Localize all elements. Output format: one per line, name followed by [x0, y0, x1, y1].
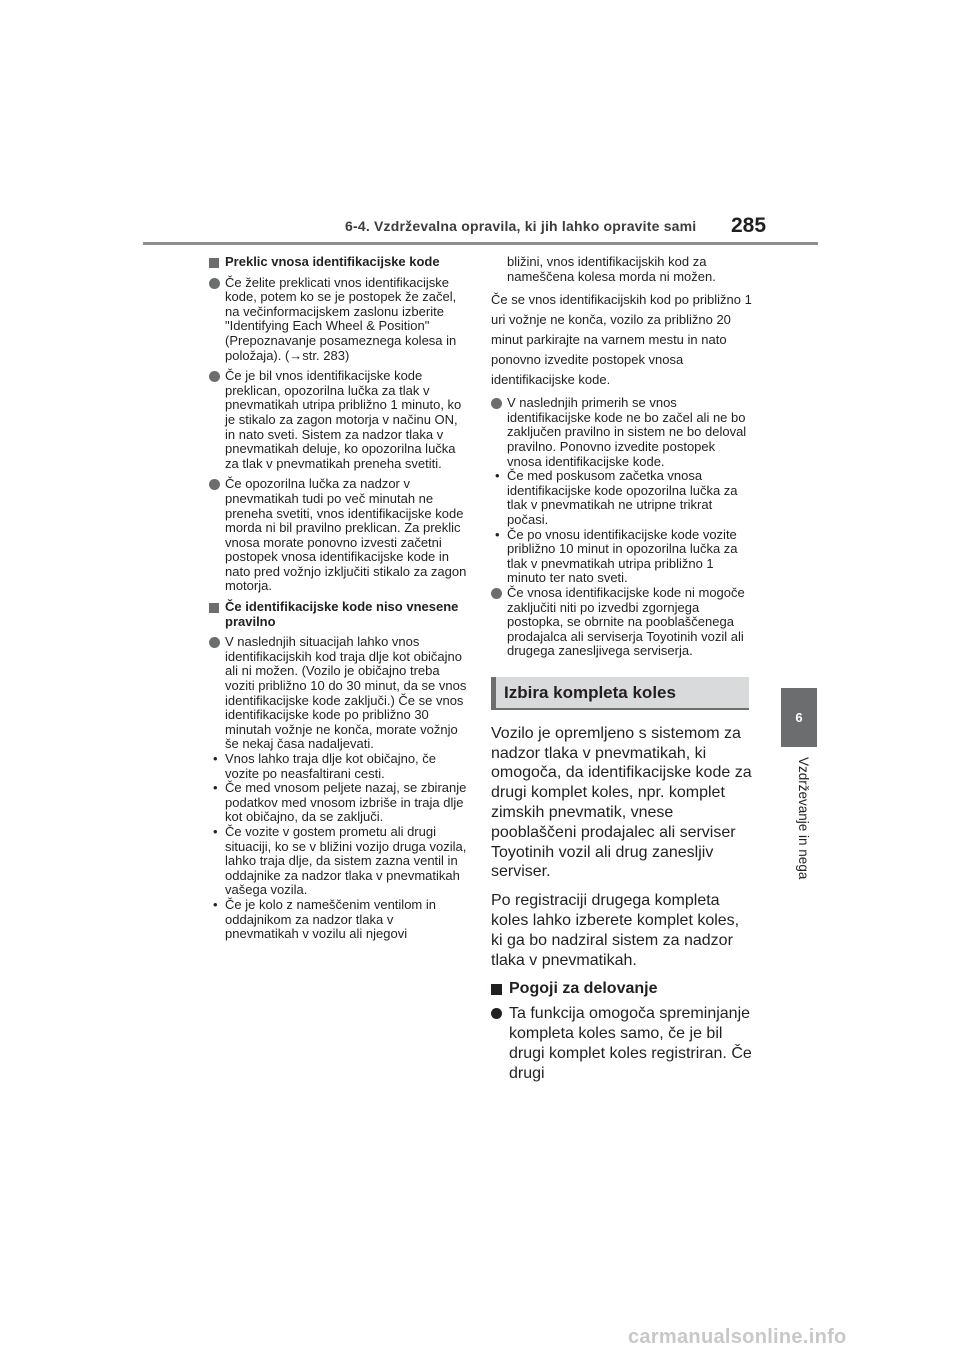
paragraph: Če se vnos identifikacijskih kod po približno 1 uri vožnje ne konča, vozilo za približno 20 minut parkirajte na varnem mestu in nato ponovno izvedite postopek vnosa identifikacijske kode. [491, 292, 752, 388]
wheel-set-section [491, 724, 753, 1084]
bullet-item: Ta funkcija omogoča spreminjanje kompleta koles samo, če je bil drugi komplet koles registriran. Če drugi [491, 1004, 753, 1083]
sub-list-item: • Če je kolo z nameščenim ventilom in oddajnikom za nadzor tlaka v pnevmatikah v vozilu ali njegovi [213, 896, 436, 942]
header-divider [143, 242, 818, 245]
bullet-item: Če želite preklicati vnos identifikacijske kode, potem ko se je postopek že začel, na večinformacijskem zaslonu izberite "Identifying Each Wheel & Position" (Prepoznavanje posameznega kolesa in položaja). (→str. 283) [209, 276, 467, 364]
square-bullet-icon [209, 603, 219, 613]
circle-bullet-icon [209, 278, 220, 289]
circle-bullet-icon [491, 398, 502, 409]
section-title-header: 6-4. Vzdrževalna opravila, ki jih lahko opravite sami [345, 218, 697, 234]
sub-list [209, 752, 467, 942]
sub-list [491, 469, 753, 586]
circle-bullet-icon [491, 1008, 502, 1019]
sub-list-item: • Če po vnosu identifikacijske kode vozite približno 10 minut in opozorilna lučka za tlak v pnevmatikah utripa približno 1 minuto ter nato sveti. [495, 526, 738, 586]
bullet-item: Če je bil vnos identifikacijske kode preklican, opozorilna lučka za tlak v pnevmatikah utripa približno 1 minuto, ko je stikalo za zagon motorja v načinu ON, in nato sveti. Sistem za nadzor tlaka v pnevmatikah deluje, ko opozorilna lučka za tlak v pnevmatikah preneha svetiti. [209, 369, 467, 471]
paragraph: Vozilo je opremljeno s sistemom za nadzor tlaka v pnevmatikah, ki omogoča, da identifikacijske kode za drugi komplet koles, npr. komplet zimskih pnevmatik, vnese pooblaščeni prodajalec ali serviser Toyotinih vozil ali drug zanesljiv serviser. [491, 724, 752, 881]
heading-operating-conditions: Pogoji za delovanje [491, 979, 753, 999]
circle-bullet-icon [209, 371, 220, 382]
right-column [491, 255, 753, 1089]
watermark-text: carmanualsonline.info [628, 1326, 847, 1348]
sub-list-item: • Če med poskusom začetka vnosa identifikacijske kode opozorilna lučka za tlak v pnevmatikah ne utripne trikrat počasi. [495, 468, 738, 527]
circle-bullet-icon [491, 588, 502, 599]
page-number: 285 [731, 214, 767, 237]
section-heading-wheel-set: Izbira kompleta koles [491, 677, 749, 710]
bullet-item: Če opozorilna lučka za nadzor v pnevmatikah tudi po več minutah ne preneha svetiti, vnos identifikacijske kode morda ni bil pravilno preklican. Za preklic vnosa morate ponovno izvesti začetni postopek vnosa identifikacijske kode in nato pred vožnjo izključiti stikalo za zagon motorja. [209, 477, 467, 594]
bullet-item: Če vnosa identifikacijske kode ni mogoče zaključiti niti po izvedbi zgornjega postopka, se obrnite na pooblaščenega prodajalca ali serviserja Toyotinih vozil ali drugega zanesljivega serviserja. [491, 586, 753, 659]
paragraph: Po registraciji drugega kompleta koles lahko izberete komplet koles, ki ga bo nadziral sistem za nadzor tlaka v pnevmatikah. [491, 892, 740, 969]
chapter-side-label: Vzdrževanje in nega [796, 757, 811, 880]
sub-list-item: • Če vozite v gostem prometu ali drugi situaciji, ko se v bližini vozijo druga vozila, lahko traja dlje, da sistem zazna ventil in oddajnike za nadzor tlaka v pnevmatikah vašega vozila. [213, 823, 467, 898]
continuation-text: bližini, vnos identifikacijskih kod za nameščena kolesa morda ni možen. [507, 254, 716, 284]
heading-cancel-entry: Preklic vnosa identifikacijske kode [209, 255, 467, 270]
sub-list-item: • Vnos lahko traja dlje kot običajno, če vozite po neasfaltirani cesti. [213, 751, 437, 781]
bullet-item: V naslednjih primerih se vnos identifikacijske kode ne bo začel ali ne bo zaključen pravilno in sistem ne bo deloval pravilno. Ponovno izvedite postopek vnosa identifikacijske kode. [491, 396, 753, 469]
sub-list-item: • Če med vnosom peljete nazaj, se zbiranje podatkov med vnosom izbriše in traja dlje kot običajno, da se zaključi. [213, 780, 467, 825]
left-column [209, 255, 467, 948]
bullet-item: V naslednjih situacijah lahko vnos identifikacijskih kod traja dlje kot običajno ali ni možen. (Vozilo je običajno treba voziti približno 10 do 30 minut, da se vnos identifikacijske kode zaključi.) Če se vnos identifikacijske kode po približno 30 minutah vožnje ne konča, morate vožnjo še nekaj časa nadaljevati. [209, 635, 467, 752]
square-bullet-icon [491, 984, 502, 995]
heading-codes-not-entered: Če identifikacijske kode niso vnesene pravilno [209, 600, 467, 629]
circle-bullet-icon [209, 479, 220, 490]
square-bullet-icon [209, 258, 219, 268]
circle-bullet-icon [209, 637, 220, 648]
chapter-number-tab: 6 [781, 688, 817, 747]
